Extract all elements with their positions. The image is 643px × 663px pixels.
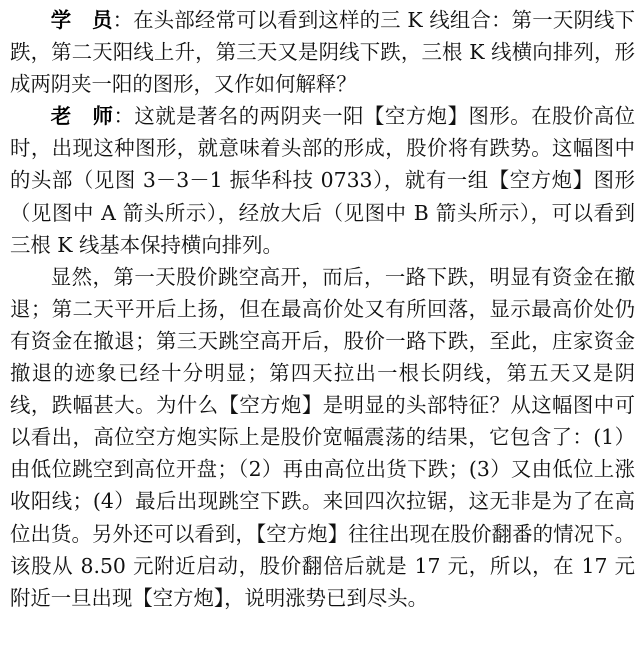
document-page [10,4,635,614]
speaker-label-student: 学 员 [50,8,113,32]
paragraph-text: 显然，第一天股价跳空高开，而后，一路下跌，明显有资金在撤退；第二天平开后上扬，但在最高价处又有所回落，显示最高价处仍有资金在撤退；第三天跳空高开后，股价一路下跌，至此，庄家资金撤退的迹象已经十分明显；第四天拉出一根长阴线，第五天又是阴线，跌幅甚大。为什么【空方炮】是明显的头部特征？从这幅图中可以看出，高位空方炮实际上是股价宽幅震荡的结果，它包含了：(1）由低位跳空到高位开盘；（2）再由高位出货下跌；(3）又由低位上涨收阳线；(4）最后出现跳空下跌。来回四次拉锯，这无非是为了在高位出货。另外还可以看到，【空方炮】往往出现在股价翻番的情况下。该股从 8.50 元附近启动，股价翻倍后就是 17 元，所以，在 17 元附近一旦出现【空方炮】，说明涨势已到尽头。 [10,264,635,610]
speaker-label-teacher: 老 师 [50,104,114,129]
paragraph-text: ：这就是著名的两阴夹一阳【空方炮】图形。在股价高位时，出现这种图形，就意味着头部的形成，股价将有跌势。这幅图中的头部（见图 3－3－1 振华科技 0733），就有一组【空方炮】图形（见图中 A 箭头所示），经放大后（见图中 B 箭头所示），可以看到三根 K 线基本保持横向排列。 [10,104,636,257]
paragraph-explanation [10,261,635,614]
paragraph-student-question [10,4,635,100]
paragraph-teacher-answer [10,100,635,260]
paragraph-text: ：在头部经常可以看到这样的三 K 线组合：第一天阴线下跌，第二天阳线上升，第三天又是阴线下跌，三根 K 线横向排列，形成两阴夹一阳的图形，又作如何解释？ [10,8,636,97]
